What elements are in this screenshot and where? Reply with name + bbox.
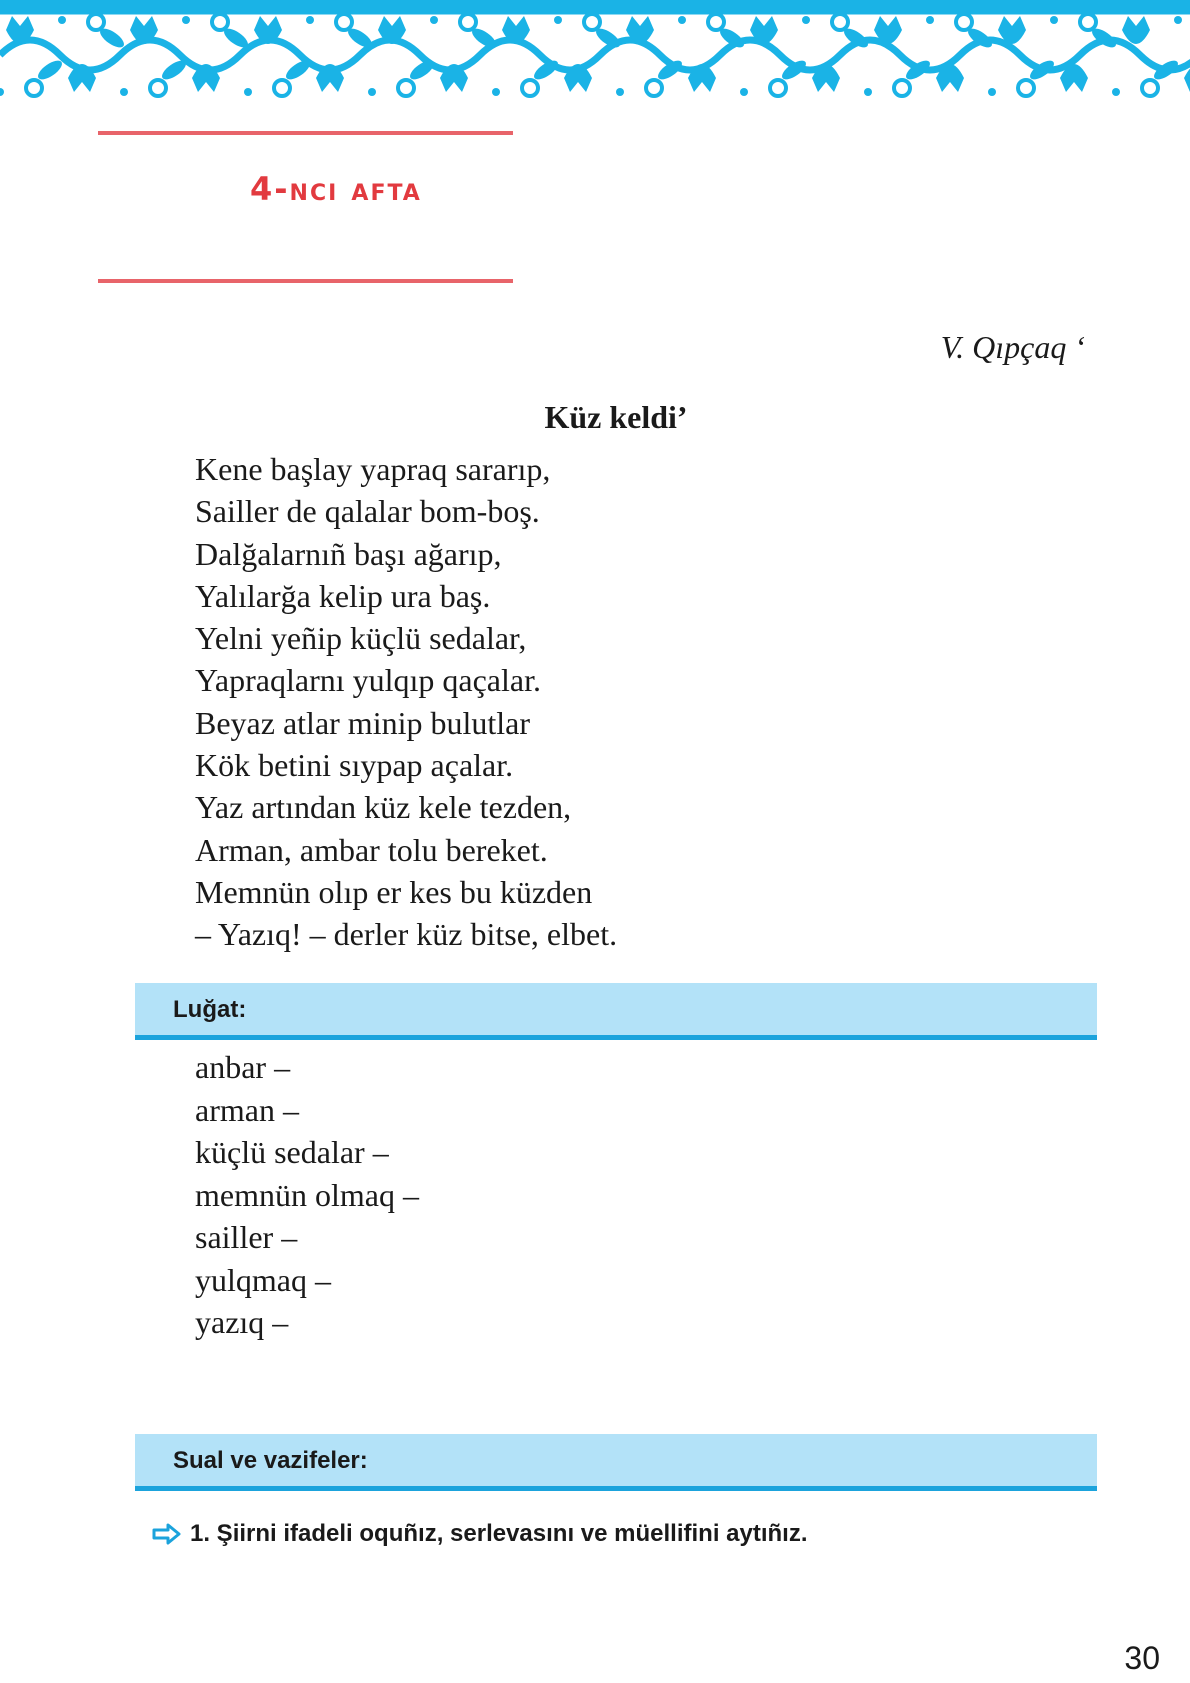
poem-line: Yaz artından küz kele tezden, <box>195 789 572 826</box>
poem-line: Kök betini sıypap açalar. <box>195 747 514 784</box>
question-text: 1. Şiirni ifadeli oquñız, serlevasını ve müellifini aytıñız. <box>190 1520 808 1547</box>
poem-title: Küz keldi’ <box>544 399 688 435</box>
poem-line: Yelni yeñip küçlü sedalar, <box>195 620 527 657</box>
poem-line: Arman, ambar tolu bereket. <box>195 831 548 868</box>
poem-body <box>195 448 617 956</box>
vocabulary-item: memnün olmaq – <box>195 1176 419 1213</box>
poem-line: Sailler de qalalar bom-boş. <box>195 493 540 530</box>
poem-line: Dalğalarnıñ başı ağarıp, <box>195 535 502 572</box>
question-item <box>152 1520 808 1548</box>
questions-heading: Sual ve vazifeler: <box>173 1447 368 1474</box>
week-title: 4-ncı afta <box>250 170 422 208</box>
vocabulary-item: arman – <box>195 1091 299 1128</box>
questions-section-header <box>135 1434 1097 1491</box>
poem-line: Yalılarğa kelip ura baş. <box>195 577 491 614</box>
vocabulary-item: anbar – <box>195 1049 291 1085</box>
poem-line: – Yazıq! – derler küz bitse, elbet. <box>195 916 618 953</box>
vocabulary-item: yazıq – <box>195 1304 289 1340</box>
arrow-right-icon <box>152 1522 182 1546</box>
vocabulary-item: sailler – <box>195 1219 298 1255</box>
vocabulary-heading: Luğat: <box>173 996 247 1023</box>
vocabulary-list <box>195 1046 419 1344</box>
poem-line: Beyaz atlar minip bulutlar <box>195 704 530 741</box>
vocabulary-item: küçlü sedalar – <box>195 1134 389 1170</box>
page-number: 30 <box>1124 1640 1160 1676</box>
top-rule <box>98 131 513 135</box>
floral-ornament-border <box>0 0 1190 110</box>
bottom-rule <box>98 279 513 283</box>
poem-author: V. Qıpçaq ‘ <box>940 329 1085 365</box>
poem-line: Kene başlay yapraq sararıp, <box>195 451 551 487</box>
poem-line: Yapraqlarnı yulqıp qaçalar. <box>195 662 541 699</box>
vocabulary-item: yulqmaq – <box>195 1261 331 1298</box>
poem-line: Memnün olıp er kes bu küzden <box>195 873 593 910</box>
vocabulary-section-header <box>135 983 1097 1040</box>
